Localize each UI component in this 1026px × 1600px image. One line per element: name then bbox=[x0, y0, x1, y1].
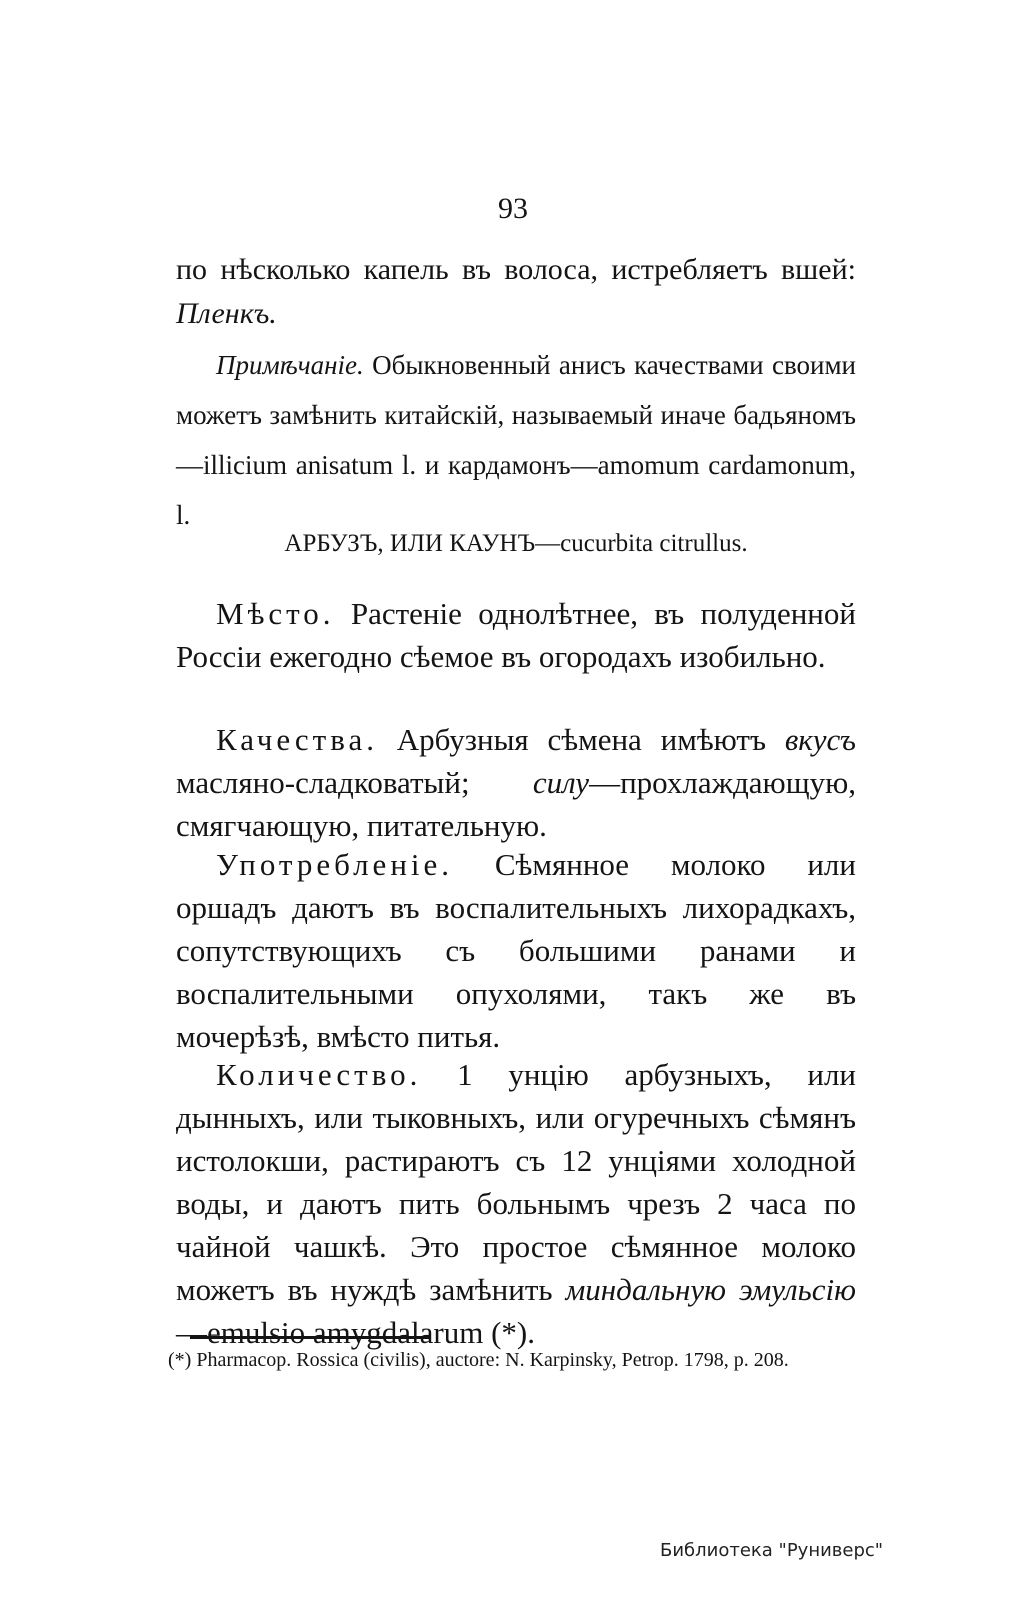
mesto-text: Растеніе однолѣтнее, въ полуденной Россіи ежегодно сѣемое въ огородахъ изобильно. bbox=[176, 596, 856, 674]
kachestva-label: Качества. bbox=[216, 722, 378, 757]
library-watermark: Библиотека "Руниверс" bbox=[660, 1540, 884, 1561]
kolichestvo-text-after: —emulsio amygdalarum (*). bbox=[176, 1315, 535, 1350]
continuation-author: Пленкъ. bbox=[176, 297, 277, 330]
section-heading: АРБУЗЪ, ИЛИ КАУНЪ—cucurbita citrullus. bbox=[284, 530, 748, 557]
note-label: Примѣчаніе. bbox=[216, 350, 364, 380]
kachestva-text-mid: масляно-сладковатый; bbox=[176, 765, 470, 800]
page-number: 93 bbox=[498, 192, 528, 225]
mesto-label: Мѣсто. bbox=[216, 596, 335, 631]
upotreblenie-text: Сѣмянное молоко или оршадъ даютъ въ воспалительныхъ лихорадкахъ, сопутствующихъ съ большими ранами и воспалительными опухолями, такъ же въ мочерѣзѣ, вмѣсто питья. bbox=[176, 847, 856, 1054]
note-paragraph bbox=[176, 340, 856, 540]
footnote: (*) Pharmacop. Rossica (civilis), auctore: N. Karpinsky, Petrop. 1798, p. 208. bbox=[168, 1349, 789, 1371]
section-upotreblenie bbox=[176, 843, 856, 1058]
kachestva-em1: вкусъ bbox=[784, 722, 857, 757]
kachestva-em2: силу bbox=[532, 765, 590, 800]
footnote-rule bbox=[190, 1336, 430, 1339]
section-kolichestvo bbox=[176, 1053, 856, 1354]
kolichestvo-text-before: 1 унцію арбузныхъ, или дынныхъ, или тыковныхъ, или огуречныхъ сѣмянъ истолокши, растираютъ съ 12 унціями холодной воды, и даютъ пить больнымъ чрезъ 2 часа по чайной чашкѣ. Это простое сѣмянное молоко можетъ въ нуждѣ замѣнить bbox=[176, 1057, 857, 1307]
continuation-paragraph bbox=[176, 248, 856, 336]
kolichestvo-em: миндальную эмульсію bbox=[565, 1272, 857, 1307]
kachestva-text-before: Арбузныя сѣмена имѣютъ bbox=[396, 722, 767, 757]
kachestva-text-after: —прохлаждающую, смягчающую, питательную. bbox=[176, 765, 856, 843]
note-text: Обыкновенный анисъ качествами своими можетъ замѣнить китайскій, называемый иначе бадьяномъ—illicium anisatum l. и кардамонъ—amomum cardamonum, l. bbox=[176, 350, 856, 530]
continuation-text: по нѣсколько капель въ волоса, истребляетъ вшей: bbox=[176, 253, 856, 286]
section-mesto bbox=[176, 592, 856, 678]
kolichestvo-label: Количество. bbox=[216, 1057, 422, 1092]
section-kachestva bbox=[176, 718, 856, 847]
upotreblenie-label: Употребленіе. bbox=[216, 847, 454, 882]
